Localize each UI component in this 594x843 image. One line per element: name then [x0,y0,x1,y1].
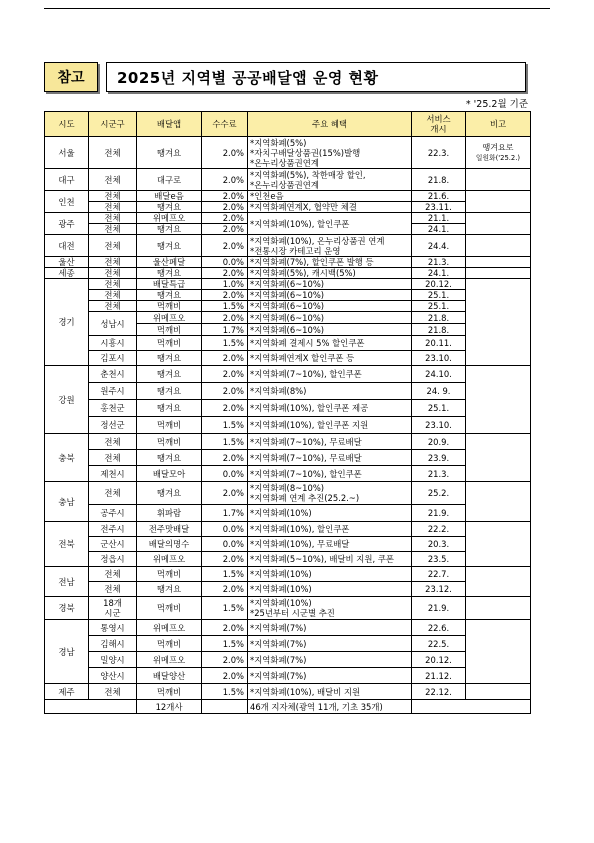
start-cell: 20.9. [412,434,466,450]
table-row [45,620,531,636]
footer-blank [202,700,248,714]
table-row [45,652,531,668]
start-cell: 23.10. [412,417,466,434]
fee-cell: 2.0% [202,620,248,636]
benefit-cell: *지역화폐(10%), 할인쿠폰 제공 [248,400,412,417]
app-cell: 땡겨요 [137,482,202,505]
start-cell: 24. 9. [412,383,466,400]
app-cell: 먹깨비 [137,636,202,652]
start-cell: 24.4. [412,235,466,257]
table-row [45,213,531,224]
benefit-cell: *지역화폐(10%) [248,505,412,522]
app-cell: 땡겨요 [137,351,202,366]
fee-cell: 1.5% [202,567,248,582]
table-row [45,202,531,213]
col-header: 시도 [45,112,89,137]
table-row [45,582,531,597]
start-cell: 23.10. [412,351,466,366]
start-cell: 21.3. [412,466,466,482]
start-cell: 24.10. [412,366,466,383]
delivery-app-table [44,111,531,714]
benefit-cell: *지역화폐(6~10%) [248,312,412,324]
page-title: 2025년 지역별 공공배달앱 운영 현황 [106,62,526,92]
sido-cell: 강원 [45,366,89,434]
sigungu-cell: 정선군 [89,417,137,434]
app-cell: 먹깨비 [137,434,202,450]
col-header: 배달앱 [137,112,202,137]
benefit-cell: *지역화폐(7~10%), 할인쿠폰 [248,366,412,383]
sido-cell: 울산 [45,257,89,268]
benefit-cell: *지역화폐연계X 할인쿠폰 등 [248,351,412,366]
sigungu-cell: 통영시 [89,620,137,636]
fee-cell: 2.0% [202,224,248,235]
benefit-cell: *지역화폐(6~10%) [248,279,412,290]
start-cell: 21.12. [412,668,466,684]
sido-cell: 전남 [45,567,89,597]
top-rule [44,8,550,9]
remark-cell [466,434,531,482]
app-cell: 땡겨요 [137,366,202,383]
remark-cell [466,684,531,700]
sigungu-cell: 정읍시 [89,552,137,567]
remark-cell [466,482,531,522]
fee-cell: 1.5% [202,336,248,351]
sido-cell: 대구 [45,169,89,191]
reference-label: 참고 [44,62,98,92]
benefit-cell: *지역화폐(10%) [248,582,412,597]
benefit-cell: *지역화폐(8%) [248,383,412,400]
fee-cell: 2.0% [202,482,248,505]
remark-cell [466,137,531,169]
benefit-cell: *지역화폐연계X, 협약만 체결 [248,202,412,213]
start-cell: 21.1. [412,213,466,224]
table-row [45,191,531,202]
sigungu-cell: 전체 [89,268,137,279]
table-row [45,537,531,552]
footer-blank [412,700,531,714]
app-cell: 위메프오 [137,312,202,324]
start-cell: 22.2. [412,522,466,537]
sigungu-cell: 밀양시 [89,652,137,668]
app-cell: 위메프오 [137,652,202,668]
app-cell: 땡겨요 [137,383,202,400]
benefit-cell: *지역화폐(7~10%), 무료배달 [248,434,412,450]
start-cell: 21.8. [412,324,466,336]
fee-cell: 2.0% [202,191,248,202]
remark-cell [466,279,531,366]
fee-cell: 2.0% [202,582,248,597]
start-cell: 20.11. [412,336,466,351]
table-row [45,434,531,450]
fee-cell: 1.5% [202,636,248,652]
benefit-cell: *지역화폐(7%) [248,652,412,668]
fee-cell: 1.0% [202,279,248,290]
fee-cell: 1.5% [202,301,248,312]
sigungu-cell: 춘천시 [89,366,137,383]
table-row [45,552,531,567]
benefit-cell: *지역화폐(5%) *자치구배달상품권(15%)발행 *온누리상품권연계 [248,137,412,169]
start-cell: 22.6. [412,620,466,636]
sigungu-cell: 전체 [89,684,137,700]
fee-cell: 2.0% [202,668,248,684]
benefit-cell: *지역화폐(10%), 할인쿠폰 [248,522,412,537]
sido-cell: 충남 [45,482,89,522]
start-cell: 21.8. [412,312,466,324]
table-row [45,466,531,482]
benefit-cell: *지역화폐(7~10%), 할인쿠폰 [248,466,412,482]
sigungu-cell: 홍천군 [89,400,137,417]
sigungu-cell: 전체 [89,482,137,505]
benefit-cell: *지역화폐(10%) *25년부터 시군별 추진 [248,597,412,620]
table-header-row [45,112,531,137]
app-cell: 배달의명수 [137,537,202,552]
fee-cell: 2.0% [202,552,248,567]
app-cell: 땡겨요 [137,450,202,466]
sigungu-cell: 원주시 [89,383,137,400]
start-cell: 25.1. [412,290,466,301]
sigungu-cell: 전체 [89,567,137,582]
app-cell: 먹깨비 [137,684,202,700]
sido-cell: 전북 [45,522,89,567]
fee-cell: 2.0% [202,312,248,324]
sigungu-cell: 18개 시군 [89,597,137,620]
remark-cell [466,620,531,684]
start-cell: 23.11. [412,202,466,213]
table-row [45,290,531,301]
table-row [45,366,531,383]
fee-cell: 2.0% [202,235,248,257]
table-row [45,668,531,684]
sigungu-cell: 전체 [89,290,137,301]
sido-cell: 인천 [45,191,89,213]
start-cell: 21.9. [412,597,466,620]
table-row [45,137,531,169]
app-cell: 전주맛배달 [137,522,202,537]
sigungu-cell: 전체 [89,169,137,191]
sigungu-cell: 군산시 [89,537,137,552]
fee-cell: 1.5% [202,417,248,434]
start-cell: 25.1. [412,400,466,417]
fee-cell: 1.5% [202,597,248,620]
sigungu-cell: 전체 [89,235,137,257]
remark-cell [466,213,531,235]
benefit-cell: *지역화폐(8~10%) *지역화폐 연계 추진(25.2.~) [248,482,412,505]
fee-cell: 2.0% [202,290,248,301]
sigungu-cell: 전주시 [89,522,137,537]
fee-cell: 2.0% [202,366,248,383]
benefit-cell: *지역화폐(7%) [248,668,412,684]
app-cell: 먹깨비 [137,417,202,434]
benefit-cell: *지역화폐(6~10%) [248,301,412,312]
table-row [45,268,531,279]
fee-cell: 2.0% [202,400,248,417]
sigungu-cell: 전체 [89,224,137,235]
remark-cell [466,235,531,257]
col-header: 비고 [466,112,531,137]
fee-cell: 2.0% [202,137,248,169]
start-cell: 20.12. [412,279,466,290]
app-cell: 땡겨요 [137,235,202,257]
fee-cell: 2.0% [202,351,248,366]
table-row [45,450,531,466]
app-cell: 먹깨비 [137,597,202,620]
app-cell: 땡겨요 [137,224,202,235]
col-header: 서비스 개시 [412,112,466,137]
table-row [45,636,531,652]
table-footer-row [45,700,531,714]
start-cell: 21.8. [412,169,466,191]
remark-cell [466,257,531,268]
table-row [45,336,531,351]
sigungu-cell: 전체 [89,582,137,597]
app-cell: 땡겨요 [137,202,202,213]
fee-cell: 0.0% [202,257,248,268]
sido-cell: 광주 [45,213,89,235]
sigungu-cell: 전체 [89,202,137,213]
app-cell: 먹깨비 [137,301,202,312]
sido-cell: 경기 [45,279,89,366]
remark-cell [466,567,531,597]
sigungu-cell: 김해시 [89,636,137,652]
benefit-cell: *지역화폐(7~10%), 무료배달 [248,450,412,466]
remark-cell [466,169,531,191]
table-row [45,351,531,366]
col-header: 시군구 [89,112,137,137]
start-cell: 21.6. [412,191,466,202]
sigungu-cell: 공주시 [89,505,137,522]
fee-cell: 2.0% [202,268,248,279]
start-cell: 24.1. [412,224,466,235]
remark-sub: 일원화('25.2.) [475,153,521,162]
fee-cell: 0.0% [202,522,248,537]
app-cell: 위메프오 [137,620,202,636]
remark-cell [466,597,531,620]
benefit-cell: *지역화폐(10%), 배달비 지원 [248,684,412,700]
fee-cell: 2.0% [202,383,248,400]
start-cell: 22.7. [412,567,466,582]
table-row [45,417,531,434]
fee-cell: 2.0% [202,202,248,213]
app-cell: 땡겨요 [137,290,202,301]
start-cell: 25.1. [412,301,466,312]
start-cell: 20.3. [412,537,466,552]
benefit-cell: *지역화폐(6~10%) [248,324,412,336]
start-cell: 23.5. [412,552,466,567]
app-cell: 휘파람 [137,505,202,522]
start-cell: 21.9. [412,505,466,522]
sido-cell: 충북 [45,434,89,482]
benefit-cell: *지역화폐(10%), 무료배달 [248,537,412,552]
app-cell: 먹깨비 [137,336,202,351]
col-header: 수수료 [202,112,248,137]
benefit-cell: *인천e음 [248,191,412,202]
start-cell: 22.3. [412,137,466,169]
app-cell: 배달양산 [137,668,202,684]
table-row [45,169,531,191]
start-cell: 23.9. [412,450,466,466]
sido-cell: 경북 [45,597,89,620]
table-row [45,279,531,290]
app-cell: 위메프오 [137,552,202,567]
app-cell: 대구로 [137,169,202,191]
fee-cell: 2.0% [202,652,248,668]
benefit-cell: *지역화폐(5~10%), 배달비 지원, 쿠폰 [248,552,412,567]
fee-cell: 1.7% [202,505,248,522]
sido-cell: 서울 [45,137,89,169]
table-row [45,235,531,257]
start-cell: 23.12. [412,582,466,597]
remark-cell [466,366,531,434]
app-cell: 위메프오 [137,213,202,224]
remark-cell [466,268,531,279]
app-cell: 배달e음 [137,191,202,202]
sigungu-cell: 전체 [89,434,137,450]
benefit-cell: *지역화폐(10%), 할인쿠폰 지원 [248,417,412,434]
table-row [45,301,531,312]
title-area [44,62,526,92]
sigungu-cell: 양산시 [89,668,137,684]
app-cell: 먹깨비 [137,324,202,336]
benefit-cell: *지역화폐(5%), 착한매장 할인, *온누리상품권연계 [248,169,412,191]
table-row [45,567,531,582]
benefit-cell: *지역화폐(10%) [248,567,412,582]
sigungu-cell: 제천시 [89,466,137,482]
sido-cell: 대전 [45,235,89,257]
start-cell: 22.12. [412,684,466,700]
sido-cell: 세종 [45,268,89,279]
table-row [45,312,531,324]
benefit-cell: *지역화폐 결제시 5% 할인쿠폰 [248,336,412,351]
start-cell: 24.1. [412,268,466,279]
footer-blank [45,700,137,714]
fee-cell: 1.5% [202,434,248,450]
sigungu-cell: 전체 [89,450,137,466]
table-row [45,383,531,400]
sigungu-cell: 전체 [89,257,137,268]
basis-date: * '25.2월 기준 [465,99,528,110]
table-row [45,522,531,537]
app-cell: 땡겨요 [137,582,202,597]
table-row [45,597,531,620]
table-row [45,505,531,522]
start-cell: 20.12. [412,652,466,668]
footer-summary: 46개 지자체(광역 11개, 기초 35개) [248,700,412,714]
fee-cell: 0.0% [202,466,248,482]
sigungu-cell: 전체 [89,137,137,169]
col-header: 주요 혜택 [248,112,412,137]
benefit-cell: *지역화폐(7%) [248,620,412,636]
remark-cell [466,522,531,567]
sigungu-cell: 성남시 [89,312,137,336]
remark-line: 땡겨요로 [482,142,514,152]
table-row [45,257,531,268]
sigungu-cell: 시흥시 [89,336,137,351]
benefit-cell: *지역화폐(10%), 할인쿠폰 [248,213,412,235]
app-cell: 배달모아 [137,466,202,482]
table-row [45,482,531,505]
fee-cell: 2.0% [202,213,248,224]
app-cell: 울산페달 [137,257,202,268]
fee-cell: 1.7% [202,324,248,336]
app-cell: 땡겨요 [137,137,202,169]
table-row [45,684,531,700]
footer-app-count: 12개사 [137,700,202,714]
fee-cell: 0.0% [202,537,248,552]
benefit-cell: *지역화폐(7%) [248,636,412,652]
fee-cell: 2.0% [202,169,248,191]
fee-cell: 2.0% [202,450,248,466]
sido-cell: 제주 [45,684,89,700]
start-cell: 21.3. [412,257,466,268]
fee-cell: 1.5% [202,684,248,700]
start-cell: 22.5. [412,636,466,652]
benefit-cell: *지역화폐(10%), 온누리상품권 연계 *전통시장 카테고리 운영 [248,235,412,257]
sigungu-cell: 전체 [89,279,137,290]
sigungu-cell: 전체 [89,213,137,224]
benefit-cell: *지역화폐(6~10%) [248,290,412,301]
benefit-cell: *지역화폐(7%), 할인쿠폰 발행 등 [248,257,412,268]
sigungu-cell: 김포시 [89,351,137,366]
sigungu-cell: 전체 [89,301,137,312]
table-row [45,400,531,417]
app-cell: 땡겨요 [137,400,202,417]
app-cell: 땡겨요 [137,268,202,279]
remark-cell [466,191,531,213]
app-cell: 배달특급 [137,279,202,290]
sido-cell: 경남 [45,620,89,684]
sigungu-cell: 전체 [89,191,137,202]
start-cell: 25.2. [412,482,466,505]
benefit-cell: *지역화폐(5%), 캐시백(5%) [248,268,412,279]
app-cell: 먹깨비 [137,567,202,582]
